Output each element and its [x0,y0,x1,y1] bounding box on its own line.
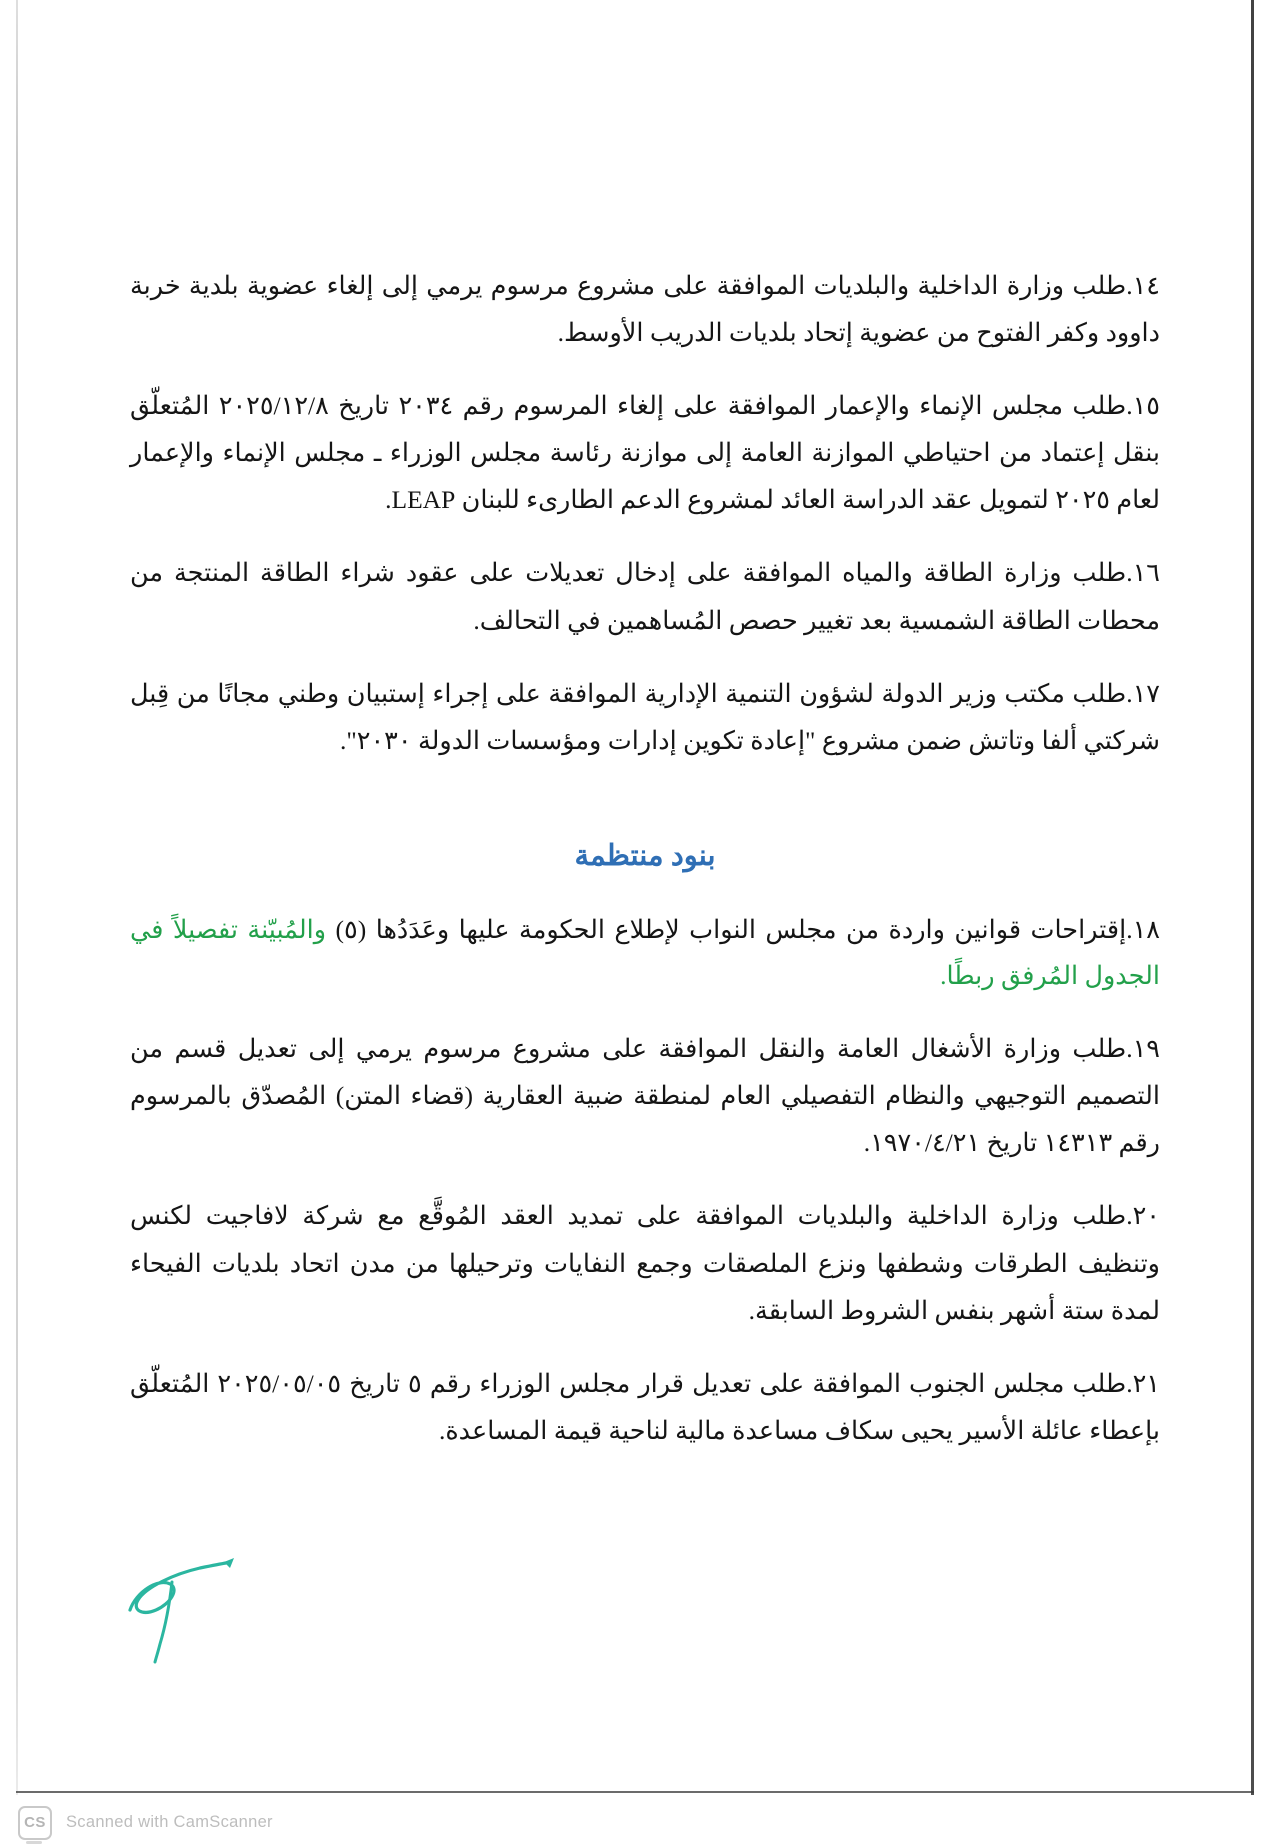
item-text: إقتراحات قوانين واردة من مجلس النواب لإطلاع الحكومة عليها وعَدَدُها (٥) [326,915,1127,945]
item-marker: ١٦. [1126,558,1160,588]
scan-edge-right [1251,0,1254,1795]
scan-edge-bottom [16,1791,1254,1793]
item-text: طلب مكتب وزير الدولة لشؤون التنمية الإدارية الموافقة على إجراء إستبيان وطني مجانًا من قِبل شركتي ألفا وتاتش ضمن مشروع "إعادة تكوين إدارات ومؤسسات الدولة ٢٠٣٠". [130,678,1160,755]
signature-mark [112,1548,282,1668]
item-marker: ١٩. [1126,1033,1160,1063]
list-item [130,670,1160,764]
item-text: طلب مجلس الجنوب الموافقة على تعديل قرار مجلس الوزراء رقم ٥ تاريخ ٢٠٢٥/٠٥/٠٥ المُتعلّق بإعطاء عائلة الأسير يحيى سكاف مساعدة مالية لناحية قيمة المساعدة. [130,1368,1160,1446]
list-item [130,1360,1160,1454]
item-text: طلب وزارة الأشغال العامة والنقل الموافقة على مشروع مرسوم يرمي إلى تعديل قسم من التصميم التوجيهي والنظام التفصيلي العام لمنطقة ضبية العقارية (قضاء المتن) المُصدّق بالمرسوم رقم ١٤٣١٣ تاريخ ١٩٧٠/٤/٢١. [130,1033,1160,1158]
item-marker: ١٧. [1126,678,1160,708]
item-marker: ٢٠. [1126,1201,1160,1231]
list-item [130,1192,1160,1334]
item-text: طلب وزارة الداخلية والبلديات الموافقة على مشروع مرسوم يرمي إلى إلغاء عضوية بلدية خربة داوود وكفر الفتوح من عضوية إتحاد بلديات الدريب الأوسط. [130,270,1160,347]
list-item [130,382,1160,524]
camscanner-logo-icon: CS [18,1806,52,1840]
document-body [130,236,1160,1454]
section-heading: بنود منتظمة [574,840,716,873]
list-item [130,1025,1160,1167]
item-text: طلب وزارة الطاقة والمياه الموافقة على إدخال تعديلات على عقود شراء الطاقة المنتجة من محطات الطاقة الشمسية بعد تغيير حصص المُساهمين في التحالف. [130,558,1160,635]
item-marker: ١٤. [1126,270,1160,300]
item-marker: ١٥. [1126,390,1160,420]
item-marker: ١٨. [1126,915,1160,945]
camscanner-footer [0,1800,1264,1845]
camscanner-caption: Scanned with CamScanner [66,1813,273,1831]
list-item [130,907,1160,999]
item-text: طلب وزارة الداخلية والبلديات الموافقة على تمديد العقد المُوقَّع مع شركة لافاجيت لكنس وتنظيف الطرقات وشطفها ونزع الملصقات وجمع النفايات وترحيلها من مدن اتحاد بلديات الفيحاء لمدة ستة أشهر بنفس الشروط السابقة. [130,1201,1160,1325]
item-text-highlighted: والمُبيّنة تفصيلاً في الجدول المُرفق ربطًا. [130,915,1160,990]
list-item [130,262,1160,356]
item-text: طلب مجلس الإنماء والإعمار الموافقة على إلغاء المرسوم رقم ٢٠٣٤ تاريخ ٢٠٢٥/١٢/٨ المُتعلّق بنقل إعتماد من احتياطي الموازنة العامة إلى موازنة رئاسة مجلس الوزراء ـ مجلس الإنماء والإعمار لعام ٢٠٢٥ لتمويل عقد الدراسة العائد لمشروع الدعم الطارىء للبنان LEAP. [130,390,1160,515]
item-marker: ٢١. [1126,1368,1160,1398]
list-item [130,549,1160,643]
scan-edge-left [16,0,18,1795]
